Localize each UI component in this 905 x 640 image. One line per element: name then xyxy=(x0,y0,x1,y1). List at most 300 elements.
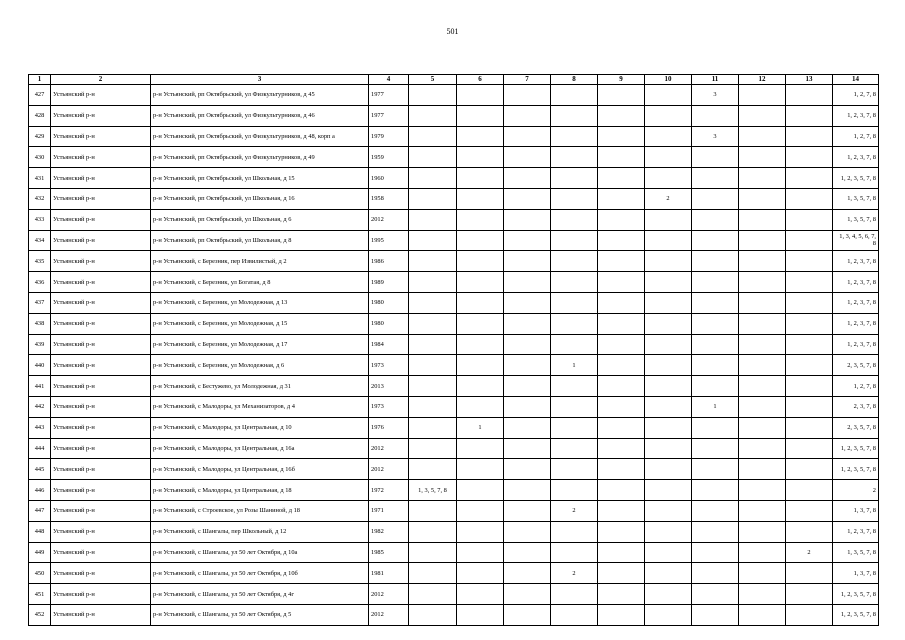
column-10-cell xyxy=(645,126,692,147)
column-7-cell xyxy=(504,105,551,126)
column-7-cell xyxy=(504,417,551,438)
column-9-cell xyxy=(598,251,645,272)
column-5-cell: 1, 3, 5, 7, 8 xyxy=(409,480,457,501)
column-7-cell xyxy=(504,272,551,293)
column-header-6: 6 xyxy=(457,75,504,85)
column-12-cell xyxy=(739,313,786,334)
column-14-cell: 1, 3, 5, 7, 8 xyxy=(833,188,879,209)
address-cell: р-н Устьянский, с Шангалы, ул 50 лет Октября, д 4г xyxy=(151,584,369,605)
column-13-cell xyxy=(786,147,833,168)
column-9-cell xyxy=(598,147,645,168)
column-5-cell xyxy=(409,417,457,438)
column-header-4: 4 xyxy=(369,75,409,85)
column-12-cell xyxy=(739,417,786,438)
row-number-cell: 447 xyxy=(29,500,51,521)
column-5-cell xyxy=(409,376,457,397)
column-12-cell xyxy=(739,355,786,376)
table-row xyxy=(29,313,879,334)
column-13-cell xyxy=(786,105,833,126)
column-5-cell xyxy=(409,396,457,417)
column-10-cell xyxy=(645,251,692,272)
column-6-cell xyxy=(457,147,504,168)
row-number-cell: 435 xyxy=(29,251,51,272)
column-11-cell xyxy=(692,355,739,376)
column-10-cell xyxy=(645,563,692,584)
column-5-cell xyxy=(409,105,457,126)
column-9-cell xyxy=(598,126,645,147)
column-header-2: 2 xyxy=(51,75,151,85)
column-5-cell xyxy=(409,438,457,459)
column-header-7: 7 xyxy=(504,75,551,85)
column-14-cell: 1, 2, 3, 7, 8 xyxy=(833,147,879,168)
column-8-cell xyxy=(551,126,598,147)
column-11-cell xyxy=(692,521,739,542)
column-8-cell xyxy=(551,105,598,126)
column-11-cell xyxy=(692,604,739,625)
column-8-cell xyxy=(551,168,598,189)
column-7-cell xyxy=(504,85,551,106)
column-6-cell xyxy=(457,272,504,293)
column-12-cell xyxy=(739,542,786,563)
district-cell: Устьянский р-н xyxy=(51,313,151,334)
table-body xyxy=(29,85,879,626)
row-number-cell: 434 xyxy=(29,230,51,251)
district-cell: Устьянский р-н xyxy=(51,521,151,542)
column-6-cell xyxy=(457,209,504,230)
district-cell: Устьянский р-н xyxy=(51,438,151,459)
column-12-cell xyxy=(739,230,786,251)
address-cell: р-н Устьянский, рп Октябрьский, ул Физкультурников, д 49 xyxy=(151,147,369,168)
column-8-cell xyxy=(551,438,598,459)
row-number-cell: 431 xyxy=(29,168,51,189)
column-number-header-row xyxy=(29,75,879,85)
address-cell: р-н Устьянский, с Шангалы, пер Школьный, д 12 xyxy=(151,521,369,542)
district-cell: Устьянский р-н xyxy=(51,230,151,251)
column-8-cell xyxy=(551,292,598,313)
row-number-cell: 451 xyxy=(29,584,51,605)
column-header-1: 1 xyxy=(29,75,51,85)
column-7-cell xyxy=(504,396,551,417)
column-14-cell: 1, 2, 3, 7, 8 xyxy=(833,251,879,272)
column-6-cell xyxy=(457,563,504,584)
column-5-cell xyxy=(409,563,457,584)
column-13-cell xyxy=(786,292,833,313)
year-cell: 1989 xyxy=(369,272,409,293)
column-7-cell xyxy=(504,126,551,147)
column-11-cell xyxy=(692,480,739,501)
column-6-cell xyxy=(457,251,504,272)
column-10-cell xyxy=(645,355,692,376)
column-8-cell: 2 xyxy=(551,563,598,584)
district-cell: Устьянский р-н xyxy=(51,85,151,106)
table-row xyxy=(29,147,879,168)
address-cell: р-н Устьянский, с Бестужево, ул Молодежная, д 31 xyxy=(151,376,369,397)
column-10-cell xyxy=(645,542,692,563)
district-cell: Устьянский р-н xyxy=(51,168,151,189)
column-9-cell xyxy=(598,480,645,501)
column-9-cell xyxy=(598,459,645,480)
column-6-cell xyxy=(457,188,504,209)
column-14-cell: 1, 2, 3, 7, 8 xyxy=(833,105,879,126)
column-12-cell xyxy=(739,584,786,605)
column-9-cell xyxy=(598,334,645,355)
column-6-cell xyxy=(457,584,504,605)
address-cell: р-н Устьянский, с Малодоры, ул Механизаторов, д 4 xyxy=(151,396,369,417)
column-14-cell: 1, 3, 7, 8 xyxy=(833,500,879,521)
table-row xyxy=(29,105,879,126)
year-cell: 1971 xyxy=(369,500,409,521)
column-13-cell xyxy=(786,521,833,542)
column-13-cell xyxy=(786,376,833,397)
column-10-cell xyxy=(645,230,692,251)
column-14-cell: 1, 3, 5, 7, 8 xyxy=(833,542,879,563)
column-6-cell xyxy=(457,542,504,563)
column-10-cell xyxy=(645,459,692,480)
column-9-cell xyxy=(598,168,645,189)
column-12-cell xyxy=(739,251,786,272)
column-13-cell xyxy=(786,126,833,147)
column-10-cell xyxy=(645,334,692,355)
column-12-cell xyxy=(739,604,786,625)
column-7-cell xyxy=(504,313,551,334)
column-11-cell xyxy=(692,500,739,521)
column-7-cell xyxy=(504,188,551,209)
column-9-cell xyxy=(598,230,645,251)
column-5-cell xyxy=(409,292,457,313)
column-9-cell xyxy=(598,292,645,313)
column-7-cell xyxy=(504,438,551,459)
column-5-cell xyxy=(409,584,457,605)
column-7-cell xyxy=(504,209,551,230)
address-cell: р-н Устьянский, с Малодоры, ул Центральная, д 16а xyxy=(151,438,369,459)
column-12-cell xyxy=(739,480,786,501)
address-cell: р-н Устьянский, с Березник, ул Молодежная, д 6 xyxy=(151,355,369,376)
column-6-cell xyxy=(457,313,504,334)
column-12-cell xyxy=(739,126,786,147)
column-14-cell: 1, 2, 3, 7, 8 xyxy=(833,313,879,334)
column-11-cell xyxy=(692,230,739,251)
column-5-cell xyxy=(409,500,457,521)
column-14-cell: 1, 2, 7, 8 xyxy=(833,376,879,397)
district-cell: Устьянский р-н xyxy=(51,105,151,126)
column-10-cell xyxy=(645,313,692,334)
table-row xyxy=(29,459,879,480)
address-cell: р-н Устьянский, с Строевское, ул Розы Шаниной, д 18 xyxy=(151,500,369,521)
year-cell: 1977 xyxy=(369,85,409,106)
column-6-cell xyxy=(457,500,504,521)
district-cell: Устьянский р-н xyxy=(51,417,151,438)
column-5-cell xyxy=(409,521,457,542)
column-11-cell xyxy=(692,563,739,584)
district-cell: Устьянский р-н xyxy=(51,209,151,230)
year-cell: 1986 xyxy=(369,251,409,272)
column-12-cell xyxy=(739,292,786,313)
column-13-cell xyxy=(786,396,833,417)
column-7-cell xyxy=(504,563,551,584)
column-13-cell xyxy=(786,168,833,189)
table-row xyxy=(29,355,879,376)
column-8-cell xyxy=(551,604,598,625)
column-12-cell xyxy=(739,147,786,168)
column-13-cell xyxy=(786,230,833,251)
column-8-cell xyxy=(551,251,598,272)
column-11-cell xyxy=(692,459,739,480)
year-cell: 2012 xyxy=(369,209,409,230)
column-7-cell xyxy=(504,604,551,625)
column-6-cell xyxy=(457,334,504,355)
year-cell: 1981 xyxy=(369,563,409,584)
row-number-cell: 432 xyxy=(29,188,51,209)
table-row xyxy=(29,251,879,272)
column-10-cell xyxy=(645,272,692,293)
column-9-cell xyxy=(598,313,645,334)
column-13-cell xyxy=(786,563,833,584)
row-number-cell: 433 xyxy=(29,209,51,230)
column-8-cell xyxy=(551,272,598,293)
column-14-cell: 1, 2, 3, 5, 7, 8 xyxy=(833,168,879,189)
column-6-cell: 1 xyxy=(457,417,504,438)
column-5-cell xyxy=(409,168,457,189)
page-number: 501 xyxy=(446,27,459,36)
address-cell: р-н Устьянский, с Шангалы, ул 50 лет Октября, д 5 xyxy=(151,604,369,625)
table-row xyxy=(29,396,879,417)
column-6-cell xyxy=(457,376,504,397)
column-12-cell xyxy=(739,272,786,293)
district-cell: Устьянский р-н xyxy=(51,126,151,147)
address-cell: р-н Устьянский, рп Октябрьский, ул Физкультурников, д 46 xyxy=(151,105,369,126)
column-14-cell: 1, 2, 3, 7, 8 xyxy=(833,272,879,293)
column-8-cell xyxy=(551,521,598,542)
column-8-cell xyxy=(551,584,598,605)
column-12-cell xyxy=(739,334,786,355)
column-10-cell xyxy=(645,85,692,106)
column-13-cell xyxy=(786,459,833,480)
column-7-cell xyxy=(504,251,551,272)
address-cell: р-н Устьянский, рп Октябрьский, ул Школьная, д 16 xyxy=(151,188,369,209)
column-5-cell xyxy=(409,459,457,480)
address-cell: р-н Устьянский, с Малодоры, ул Центральная, д 16б xyxy=(151,459,369,480)
column-6-cell xyxy=(457,105,504,126)
column-7-cell xyxy=(504,542,551,563)
column-11-cell xyxy=(692,147,739,168)
address-cell: р-н Устьянский, рп Октябрьский, ул Школьная, д 15 xyxy=(151,168,369,189)
column-10-cell xyxy=(645,292,692,313)
column-9-cell xyxy=(598,272,645,293)
district-cell: Устьянский р-н xyxy=(51,188,151,209)
year-cell: 2012 xyxy=(369,438,409,459)
column-11-cell xyxy=(692,417,739,438)
year-cell: 1960 xyxy=(369,168,409,189)
column-12-cell xyxy=(739,188,786,209)
district-cell: Устьянский р-н xyxy=(51,542,151,563)
row-number-cell: 443 xyxy=(29,417,51,438)
column-7-cell xyxy=(504,480,551,501)
column-6-cell xyxy=(457,604,504,625)
column-10-cell xyxy=(645,438,692,459)
table-row xyxy=(29,542,879,563)
column-header-5: 5 xyxy=(409,75,457,85)
address-cell: р-н Устьянский, рп Октябрьский, ул Физкультурников, д 45 xyxy=(151,85,369,106)
column-7-cell xyxy=(504,334,551,355)
address-cell: р-н Устьянский, с Шангалы, ул 50 лет Октября, д 10б xyxy=(151,563,369,584)
column-11-cell xyxy=(692,188,739,209)
column-6-cell xyxy=(457,292,504,313)
column-6-cell xyxy=(457,521,504,542)
column-13-cell xyxy=(786,417,833,438)
column-14-cell: 1, 3, 5, 7, 8 xyxy=(833,209,879,230)
row-number-cell: 449 xyxy=(29,542,51,563)
column-6-cell xyxy=(457,480,504,501)
column-12-cell xyxy=(739,521,786,542)
column-5-cell xyxy=(409,272,457,293)
column-6-cell xyxy=(457,168,504,189)
address-cell: р-н Устьянский, рп Октябрьский, ул Физкультурников, д 48, корп а xyxy=(151,126,369,147)
column-10-cell xyxy=(645,209,692,230)
column-5-cell xyxy=(409,188,457,209)
column-header-12: 12 xyxy=(739,75,786,85)
district-cell: Устьянский р-н xyxy=(51,272,151,293)
row-number-cell: 450 xyxy=(29,563,51,584)
column-6-cell xyxy=(457,396,504,417)
row-number-cell: 436 xyxy=(29,272,51,293)
column-9-cell xyxy=(598,500,645,521)
year-cell: 1958 xyxy=(369,188,409,209)
column-13-cell xyxy=(786,85,833,106)
column-header-13: 13 xyxy=(786,75,833,85)
column-14-cell: 1, 3, 7, 8 xyxy=(833,563,879,584)
row-number-cell: 429 xyxy=(29,126,51,147)
column-8-cell xyxy=(551,334,598,355)
table-row xyxy=(29,417,879,438)
district-cell: Устьянский р-н xyxy=(51,355,151,376)
column-9-cell xyxy=(598,584,645,605)
address-cell: р-н Устьянский, с Березник, пер Извилистый, д 2 xyxy=(151,251,369,272)
column-14-cell: 1, 2, 3, 5, 7, 8 xyxy=(833,438,879,459)
column-12-cell xyxy=(739,438,786,459)
column-11-cell xyxy=(692,334,739,355)
table-row xyxy=(29,272,879,293)
column-10-cell xyxy=(645,105,692,126)
address-cell: р-н Устьянский, с Березник, ул Молодежная, д 15 xyxy=(151,313,369,334)
column-13-cell xyxy=(786,604,833,625)
district-cell: Устьянский р-н xyxy=(51,376,151,397)
year-cell: 1973 xyxy=(369,355,409,376)
column-10-cell xyxy=(645,584,692,605)
table-row xyxy=(29,85,879,106)
year-cell: 1995 xyxy=(369,230,409,251)
column-8-cell xyxy=(551,542,598,563)
column-5-cell xyxy=(409,355,457,376)
row-number-cell: 445 xyxy=(29,459,51,480)
column-12-cell xyxy=(739,105,786,126)
column-5-cell xyxy=(409,313,457,334)
column-12-cell xyxy=(739,396,786,417)
column-11-cell xyxy=(692,292,739,313)
district-cell: Устьянский р-н xyxy=(51,396,151,417)
column-8-cell: 2 xyxy=(551,500,598,521)
year-cell: 1959 xyxy=(369,147,409,168)
column-7-cell xyxy=(504,500,551,521)
column-8-cell xyxy=(551,417,598,438)
column-11-cell xyxy=(692,168,739,189)
column-9-cell xyxy=(598,521,645,542)
year-cell: 1985 xyxy=(369,542,409,563)
column-13-cell xyxy=(786,500,833,521)
column-9-cell xyxy=(598,105,645,126)
column-9-cell xyxy=(598,376,645,397)
column-12-cell xyxy=(739,500,786,521)
column-8-cell xyxy=(551,313,598,334)
column-14-cell: 2 xyxy=(833,480,879,501)
column-13-cell xyxy=(786,251,833,272)
table-row xyxy=(29,480,879,501)
column-13-cell xyxy=(786,480,833,501)
column-12-cell xyxy=(739,168,786,189)
column-8-cell xyxy=(551,230,598,251)
column-11-cell xyxy=(692,251,739,272)
column-10-cell xyxy=(645,480,692,501)
column-14-cell: 1, 2, 3, 5, 7, 8 xyxy=(833,459,879,480)
column-7-cell xyxy=(504,147,551,168)
column-13-cell xyxy=(786,438,833,459)
column-14-cell: 1, 3, 4, 5, 6, 7, 8 xyxy=(833,230,879,251)
column-11-cell xyxy=(692,438,739,459)
table-row xyxy=(29,292,879,313)
column-11-cell xyxy=(692,105,739,126)
column-10-cell: 2 xyxy=(645,188,692,209)
address-cell: р-н Устьянский, с Шангалы, ул 50 лет Октября, д 10а xyxy=(151,542,369,563)
column-5-cell xyxy=(409,542,457,563)
row-number-cell: 444 xyxy=(29,438,51,459)
column-11-cell xyxy=(692,272,739,293)
column-14-cell: 1, 2, 3, 5, 7, 8 xyxy=(833,604,879,625)
column-8-cell xyxy=(551,85,598,106)
district-cell: Устьянский р-н xyxy=(51,251,151,272)
column-13-cell xyxy=(786,334,833,355)
column-5-cell xyxy=(409,147,457,168)
table-row xyxy=(29,376,879,397)
district-cell: Устьянский р-н xyxy=(51,500,151,521)
table-row xyxy=(29,126,879,147)
column-9-cell xyxy=(598,396,645,417)
row-number-cell: 440 xyxy=(29,355,51,376)
year-cell: 1973 xyxy=(369,396,409,417)
district-cell: Устьянский р-н xyxy=(51,584,151,605)
column-11-cell xyxy=(692,584,739,605)
column-14-cell: 2, 3, 5, 7, 8 xyxy=(833,417,879,438)
column-10-cell xyxy=(645,147,692,168)
column-8-cell: 1 xyxy=(551,355,598,376)
district-cell: Устьянский р-н xyxy=(51,604,151,625)
table-row xyxy=(29,209,879,230)
column-13-cell xyxy=(786,355,833,376)
table-row xyxy=(29,334,879,355)
column-12-cell xyxy=(739,563,786,584)
column-11-cell xyxy=(692,313,739,334)
column-header-9: 9 xyxy=(598,75,645,85)
column-10-cell xyxy=(645,521,692,542)
year-cell: 2012 xyxy=(369,459,409,480)
column-13-cell xyxy=(786,272,833,293)
address-cell: р-н Устьянский, с Березник, ул Богатая, д 8 xyxy=(151,272,369,293)
column-14-cell: 2, 3, 5, 7, 8 xyxy=(833,355,879,376)
column-14-cell: 1, 2, 3, 7, 8 xyxy=(833,521,879,542)
column-13-cell xyxy=(786,188,833,209)
column-14-cell: 1, 2, 7, 8 xyxy=(833,85,879,106)
column-8-cell xyxy=(551,147,598,168)
column-9-cell xyxy=(598,85,645,106)
table-row xyxy=(29,438,879,459)
